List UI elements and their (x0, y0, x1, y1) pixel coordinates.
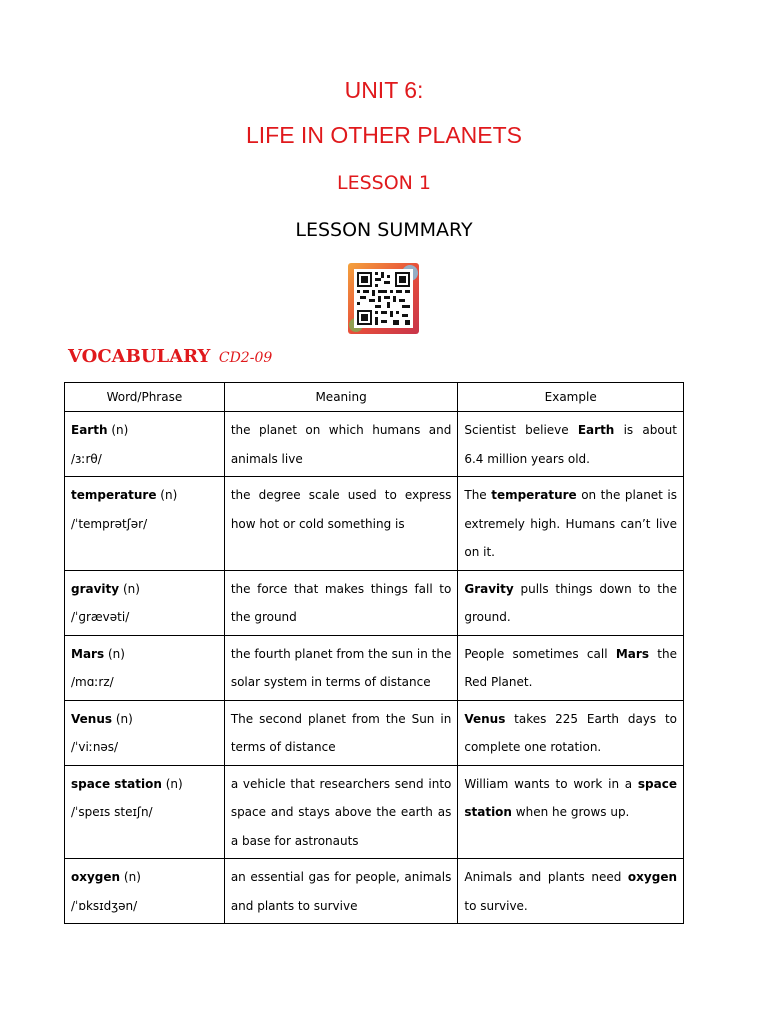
part-of-speech: (n) (160, 488, 178, 502)
audio-track-link[interactable]: CD2-09 (218, 350, 273, 366)
example-text-before: Animals and plants need (464, 870, 628, 884)
word-term: Mars (71, 646, 105, 661)
word-term: oxygen (71, 870, 121, 884)
table-header-row (65, 383, 684, 412)
example-keyword: Gravity (464, 581, 514, 596)
example-cell (458, 765, 684, 859)
word-cell (65, 635, 225, 700)
part-of-speech: (n) (123, 870, 141, 884)
vocabulary-table-body (65, 412, 684, 924)
word-term: Earth (71, 423, 108, 437)
meaning-cell: the degree scale used to express how hot or cold something is (224, 477, 458, 571)
part-of-speech: (n) (107, 646, 125, 661)
vocabulary-heading (68, 346, 272, 376)
phonetic-transcription: /ˈɒksɪdʒən/ (71, 898, 138, 913)
table-row (65, 635, 684, 700)
example-cell (458, 412, 684, 477)
meaning-cell: the force that makes things fall to the ground (224, 570, 458, 635)
word-cell (65, 477, 225, 571)
example-text-before: The (464, 488, 492, 502)
unit-title: UNIT 6: (344, 77, 424, 103)
column-header-word: Word/Phrase (65, 383, 225, 412)
word-term: space station (71, 776, 162, 791)
example-text-after: to survive. (464, 898, 528, 913)
word-cell (65, 412, 225, 477)
word-term: gravity (71, 581, 120, 596)
example-text-after: takes 225 Earth days to complete one rotation. (464, 711, 677, 754)
table-row (65, 859, 684, 924)
phonetic-transcription: /ˈviːnəs/ (71, 740, 119, 754)
phonetic-transcription: /ɜːrθ/ (71, 451, 102, 466)
vocabulary-table (64, 382, 684, 924)
meaning-cell: an essential gas for people, animals and plants to survive (224, 859, 458, 924)
table-row (65, 700, 684, 765)
lesson-summary-heading: LESSON SUMMARY (295, 219, 473, 241)
word-term: temperature (71, 488, 157, 502)
example-text-after: the Red Planet. (464, 646, 677, 689)
part-of-speech: (n) (111, 423, 129, 437)
word-cell (65, 700, 225, 765)
table-row (65, 412, 684, 477)
table-row (65, 477, 684, 571)
example-keyword: oxygen (627, 870, 677, 884)
qr-code-icon[interactable] (348, 263, 419, 334)
meaning-cell: The second planet from the Sun in terms of distance (224, 700, 458, 765)
table-row (65, 570, 684, 635)
phonetic-transcription: /ˈɡrævəti/ (71, 610, 130, 624)
meaning-cell: a vehicle that researchers send into space and stays above the earth as a base for astronauts (224, 765, 458, 859)
word-cell (65, 570, 225, 635)
example-keyword: space station (464, 776, 677, 819)
example-cell (458, 700, 684, 765)
example-text-before: William wants to work in a (464, 776, 638, 791)
example-text-after: when he grows up. (511, 805, 630, 819)
vocabulary-label: VOCABULARY (68, 346, 211, 367)
example-keyword: temperature (491, 488, 577, 502)
meaning-cell: the fourth planet from the sun in the solar system in terms of distance (224, 635, 458, 700)
example-text-after: is about 6.4 million years old. (464, 423, 677, 466)
table-row (65, 765, 684, 859)
example-text-before: Scientist believe (464, 423, 578, 437)
example-text-after: on the planet is extremely high. Humans can’t live on it. (464, 488, 677, 559)
phonetic-transcription: /mɑːrz/ (71, 675, 114, 689)
example-text-after: pulls things down to the ground. (464, 581, 677, 624)
column-header-meaning: Meaning (224, 383, 458, 412)
example-cell (458, 859, 684, 924)
part-of-speech: (n) (165, 776, 183, 791)
example-cell (458, 635, 684, 700)
column-header-example: Example (458, 383, 684, 412)
word-cell (65, 859, 225, 924)
phonetic-transcription: /ˈtemprətʃər/ (71, 516, 148, 531)
example-keyword: Mars (615, 646, 649, 661)
part-of-speech: (n) (115, 711, 133, 726)
example-cell (458, 570, 684, 635)
example-keyword: Earth (577, 423, 615, 437)
meaning-cell: the planet on which humans and animals live (224, 412, 458, 477)
example-cell (458, 477, 684, 571)
example-text-before: People sometimes call (464, 646, 616, 661)
page-title: LIFE IN OTHER PLANETS (245, 122, 523, 148)
word-cell (65, 765, 225, 859)
word-term: Venus (71, 711, 112, 726)
lesson-title: LESSON 1 (336, 172, 431, 194)
phonetic-transcription: /ˈspeɪs steɪʃn/ (71, 805, 153, 819)
example-keyword: Venus (464, 711, 506, 726)
part-of-speech: (n) (122, 581, 140, 596)
